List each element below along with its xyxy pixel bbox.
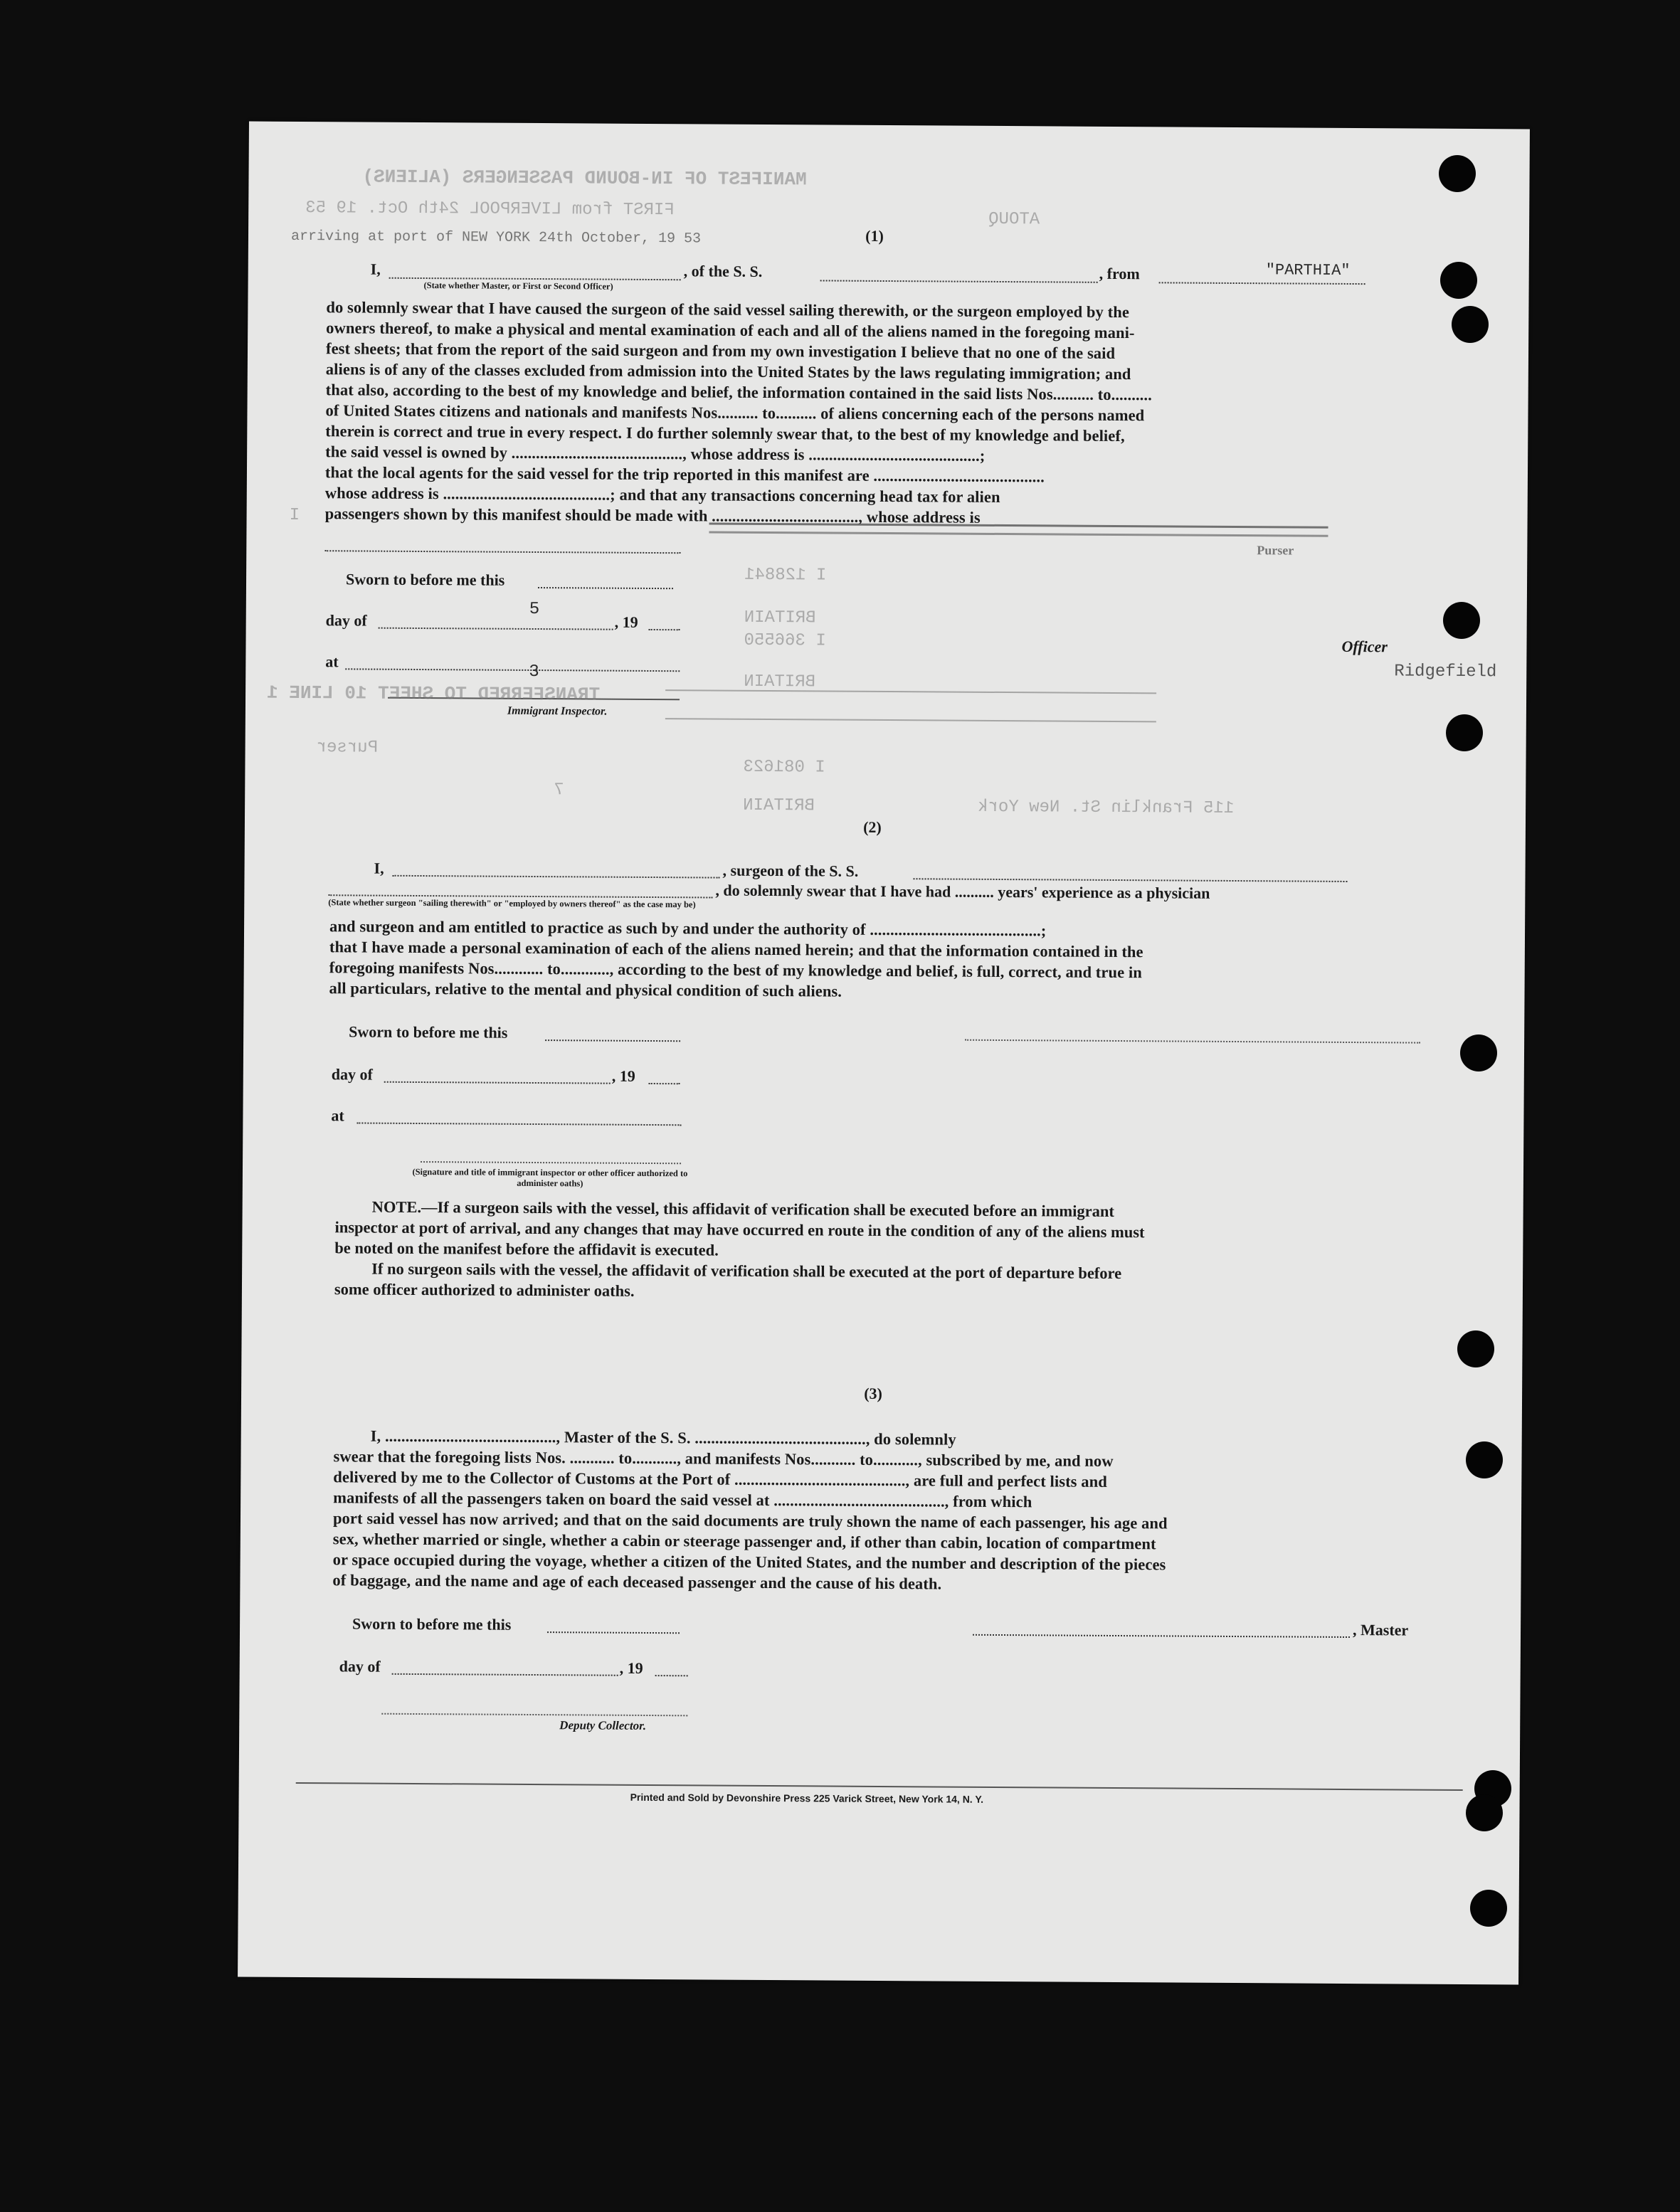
- s1-ship-name-blank[interactable]: [820, 280, 1098, 282]
- s1-handwritten-day: 5: [529, 599, 540, 620]
- s2-inspector-sign-line[interactable]: [421, 1161, 681, 1164]
- s2-note-line-5: some officer authorized to administer oaths.: [334, 1280, 635, 1300]
- bleed-row-3: I 366550: [744, 630, 826, 651]
- footer-rule: [296, 1782, 1463, 1791]
- s1-day-blank[interactable]: [379, 628, 613, 630]
- binder-hole: [1457, 1330, 1494, 1367]
- bleed-header-1: MANIFEST OF IN-BOUND PASSENGERS (ALIENS): [362, 166, 807, 191]
- s1-from-label: , from: [1099, 264, 1140, 283]
- s2-note-heading: NOTE.: [371, 1197, 422, 1217]
- s1-day-label: day of: [325, 611, 367, 630]
- s2-line-6: all particulars, relative to the mental and physical condition of such aliens.: [329, 979, 842, 1000]
- s2-signature-line[interactable]: [965, 1039, 1420, 1044]
- binder-hole: [1439, 155, 1476, 192]
- s1-ship-label: , of the S. S.: [683, 262, 763, 280]
- bleed-header-2: FIRST from LIVERPOOL 24th Oct. 19 53: [305, 199, 675, 221]
- s1-line-10: whose address is .........................................; and that any transactions concerning head tax for alien: [324, 484, 1000, 506]
- s1-at-label: at: [325, 652, 339, 671]
- binder-hole: [1446, 714, 1483, 751]
- section-2-number: (2): [863, 817, 882, 836]
- s1-line-11: passengers shown by this manifest should be made with ...................................., whose address is: [324, 504, 981, 526]
- s3-line-5: port said vessel has now arrived; and that on the said documents are truly shown the name of each passenger, his age and: [332, 1509, 1168, 1533]
- section-3-number: (3): [864, 1384, 882, 1402]
- s1-strike-2: [709, 531, 1328, 536]
- s3-day-label: day of: [339, 1657, 381, 1676]
- s2-line-3: and surgeon and am entitled to practice as such by and under the authority of ..........................................;: [329, 917, 1047, 940]
- margin-seven: 7: [554, 780, 564, 800]
- s3-year-blank[interactable]: [655, 1675, 688, 1676]
- s2-note: [334, 1196, 1424, 1306]
- s2-note-line-4: If no surgeon sails with the vessel, the affidavit of verification shall be executed at the port of departure before: [371, 1259, 1122, 1283]
- binder-hole: [1466, 1794, 1503, 1831]
- s2-note-line-1: NOTE.—If a surgeon sails with the vessel, this affidavit of verification shall be executed before an immigrant: [371, 1197, 1115, 1220]
- s2-caption: (State whether surgeon "sailing therewith" or "employed by owners thereof" as the case may be): [328, 897, 696, 910]
- s1-inspector-label: Immigrant Inspector.: [507, 704, 608, 718]
- s2-line-4: that I have made a personal examination of each of the aliens named herein; and that the information contained in the: [329, 938, 1143, 961]
- s1-caption: (State whether Master, or First or Second Officer): [423, 280, 613, 292]
- bleed-row-1: I 128841: [744, 565, 827, 586]
- s1-line-9: that the local agents for the said vessel for the trip reported in this manifest are ..........................................: [324, 463, 1045, 486]
- bleed-row-2: BRITAIN: [744, 608, 816, 628]
- s1-year-blank[interactable]: [649, 629, 680, 630]
- s1-line-4: aliens is of any of the classes excluded from admission into the United States by the laws regulating immigration; and: [325, 360, 1131, 383]
- s3-line-3: delivered by me to the Collector of Customs at the Port of .........................................., are full and perfect lists and: [333, 1468, 1107, 1491]
- s1-handwritten-at: 3: [529, 662, 539, 682]
- s3-line-1: I, .........................................., Master of the S. S. .........................................., do solemnly: [370, 1427, 956, 1449]
- s1-line-5: that also, according to the best of my knowledge and belief, the information contained in the said lists Nos.......... to..........: [325, 381, 1152, 404]
- s3-line-4: manifests of all the passengers taken on board the said vessel at .........................................., from which: [333, 1488, 1032, 1511]
- bleed-row-7: 115 Franklin St. New York: [978, 797, 1235, 818]
- s1-purser-label: Purser: [1257, 543, 1294, 558]
- s1-purser-blank[interactable]: [324, 550, 680, 554]
- bleed-rule-2: [665, 718, 1156, 722]
- margin-mark-left: I: [289, 505, 300, 525]
- binder-hole: [1440, 262, 1477, 299]
- s1-at-blank[interactable]: [345, 668, 680, 672]
- s2-signature-caption: (Signature and title of immigrant inspector or other officer authorized to administer oaths): [412, 1166, 688, 1189]
- s3-line-6: sex, whether married or single, whether a cabin or steerage passenger and, if other than cabin, location of compartment: [332, 1530, 1156, 1553]
- s2-at-label: at: [331, 1106, 344, 1125]
- s1-line-3: fest sheets; that from the report of the said surgeon and from my own investigation I believe that no one of the said: [325, 339, 1116, 362]
- arriving-note: arriving at port of NEW YORK 24th October, 19 53: [290, 228, 702, 248]
- s3-line-8: of baggage, and the name and age of each deceased passenger and the cause of his death.: [332, 1571, 942, 1593]
- s1-line-7: therein is correct and true in every respect. I do further solemnly swear that, to the best of my knowledge and belief,: [325, 422, 1125, 445]
- binder-hole: [1443, 602, 1480, 639]
- s1-sworn-label: Sworn to before me this: [345, 570, 505, 589]
- s3-day-blank[interactable]: [392, 1673, 618, 1676]
- s2-year-blank[interactable]: [649, 1083, 680, 1084]
- s2-surgeon-label: , surgeon of the S. S.: [722, 861, 859, 880]
- bleed-row-4: BRITAIN: [744, 672, 816, 692]
- s3-master-sign-blank[interactable]: [973, 1634, 1350, 1638]
- s1-sworn-blank[interactable]: [538, 587, 673, 589]
- manifest-page: [238, 122, 1530, 1985]
- s3-line-2: swear that the foregoing lists Nos. ........... to..........., and manifests Nos........... to..........., subscribed by me, and now: [333, 1447, 1114, 1470]
- s2-body: [329, 916, 1418, 1005]
- s1-line-2: owners thereof, to make a physical and mental examination of each and all of the aliens named in the foregoing mani-: [326, 319, 1135, 342]
- s2-line-2: , do solemnly swear that I have had .......... years' experience as a physician: [715, 881, 1210, 902]
- s2-i-label: I,: [374, 859, 384, 877]
- s1-i-label: I,: [370, 260, 381, 278]
- s3-body: [332, 1425, 1429, 1597]
- s2-day-label: day of: [331, 1065, 373, 1084]
- s2-note-line-3: be noted on the manifest before the affidavit is executed.: [334, 1239, 719, 1259]
- margin-transferred: TRANSFERRED TO SHEET 10 LINE 1: [266, 682, 601, 706]
- s3-sworn-label: Sworn to before me this: [352, 1614, 512, 1634]
- margin-ridgefield: Ridgefield: [1394, 662, 1497, 682]
- s3-deputy-label: Deputy Collector.: [559, 1718, 647, 1732]
- s2-note-line-2: inspector at port of arrival, and any changes that may have occurred en route in the condition of any of the aliens must: [334, 1218, 1145, 1242]
- bleed-header-3: ATOUQ: [988, 209, 1040, 230]
- binder-hole: [1460, 1034, 1497, 1071]
- s2-at-blank[interactable]: [356, 1122, 681, 1126]
- s1-body: [325, 297, 1415, 530]
- s3-master-label: , Master: [1352, 1621, 1409, 1639]
- s3-line-7: or space occupied during the voyage, whether a citizen of the United States, and the number and description of the pieces: [332, 1550, 1166, 1574]
- s2-line-5: foregoing manifests Nos............ to............, according to the best of my knowledge and belief, is full, correct, and true in: [329, 958, 1142, 982]
- s3-deputy-line[interactable]: [381, 1713, 687, 1717]
- s1-line-1: do solemnly swear that I have caused the surgeon of the said vessel sailing therewith, or the surgeon employed by the: [326, 298, 1130, 322]
- from-value: "PARTHIA": [1265, 261, 1351, 280]
- margin-purser: Purser: [316, 738, 379, 758]
- s1-line-6: of United States citizens and nationals and manifests Nos.......... to.......... of aliens concerning each of the persons named: [325, 401, 1145, 425]
- s2-sworn-label: Sworn to before me this: [349, 1022, 508, 1042]
- s1-line-8: the said vessel is owned by .........................................., whose address is ..........................................;: [325, 443, 986, 465]
- s2-year-label: , 19: [611, 1067, 635, 1085]
- s3-year-label: , 19: [619, 1658, 643, 1677]
- bleed-rule-1: [665, 689, 1156, 694]
- s2-surgeon-name-blank[interactable]: [393, 875, 720, 879]
- s2-ship-blank[interactable]: [913, 878, 1347, 882]
- binder-hole: [1452, 306, 1489, 343]
- s1-officer-label: Officer: [1341, 637, 1388, 656]
- s3-sworn-blank[interactable]: [547, 1631, 680, 1634]
- s1-from-blank[interactable]: [1159, 282, 1365, 285]
- s2-sworn-blank[interactable]: [545, 1039, 680, 1042]
- binder-hole: [1470, 1890, 1507, 1927]
- printer-line: Printed and Sold by Devonshire Press 225 Varick Street, New York 14, N. Y.: [630, 1791, 984, 1805]
- s2-day-blank[interactable]: [384, 1081, 611, 1084]
- section-1-number: (1): [865, 226, 884, 245]
- bleed-row-6: BRITAIN: [743, 795, 815, 816]
- bleed-row-5: I 081623: [743, 757, 825, 778]
- s1-year-label: , 19: [614, 613, 638, 631]
- binder-hole: [1466, 1441, 1503, 1478]
